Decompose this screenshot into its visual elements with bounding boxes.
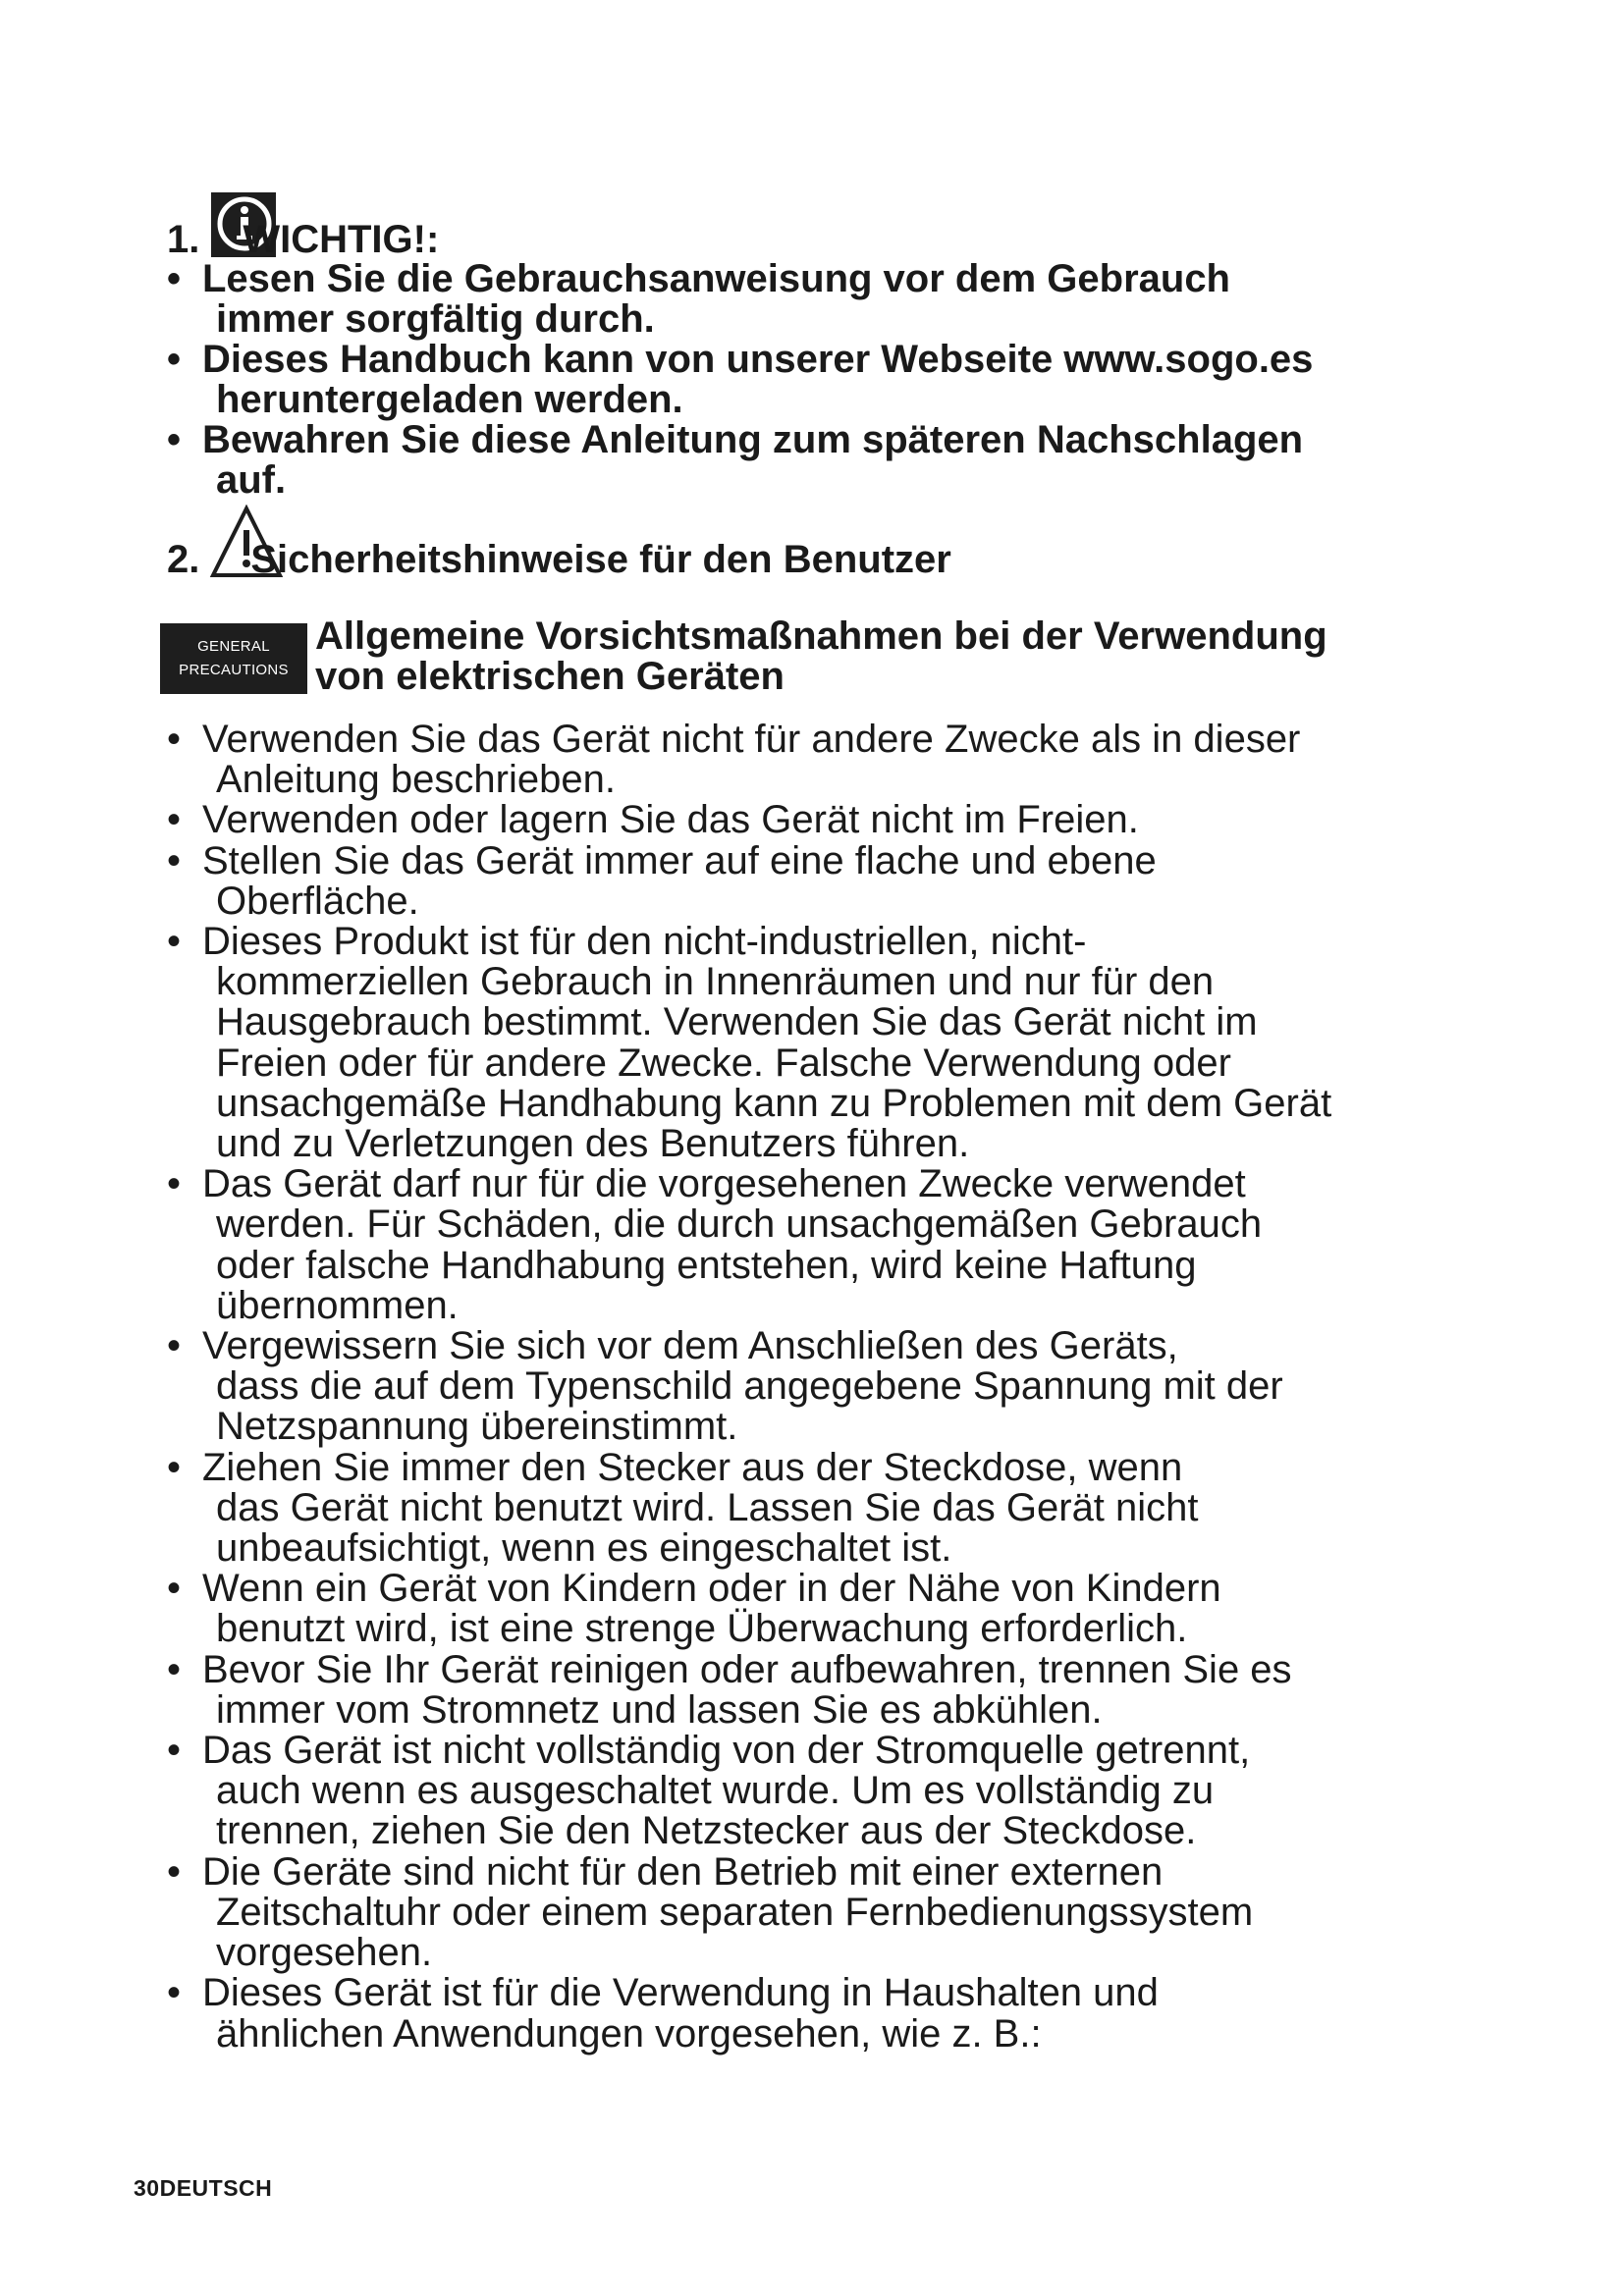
- list-item: • Stellen Sie das Gerät immer auf eine flache und ebene Oberfläche.: [167, 841, 1561, 922]
- list-item: • Dieses Produkt ist für den nicht-industriellen, nicht- kommerziellen Gebrauch in Innenräumen und nur für den Hausgebrauch bestimmt. Verwenden Sie das Gerät nicht im Freien oder für andere Zwecke. Falsche Verwendung oder unsachgemäße Handhabung kann zu Problemen mit dem Gerät und zu Verletzungen des Benutzers führen.: [167, 922, 1561, 1164]
- section-number: 1.: [167, 218, 200, 261]
- list-item: • Bewahren Sie diese Anleitung zum späteren Nachschlagen auf.: [167, 420, 1522, 501]
- list-item: • Die Geräte sind nicht für den Betrieb mit einer externen Zeitschaltuhr oder einem separaten Fernbedienungssystem vorgesehen.: [167, 1852, 1561, 1974]
- footer-language: DEUTSCH: [159, 2175, 273, 2201]
- section-important-heading: [167, 183, 1522, 259]
- list-item: • Ziehen Sie immer den Stecker aus der Steckdose, wenn das Gerät nicht benutzt wird. Lassen Sie das Gerät nicht unbeaufsichtigt, wenn es eingeschaltet ist.: [167, 1448, 1561, 1570]
- list-item: • Lesen Sie die Gebrauchsanweisung vor dem Gebrauch immer sorgfältig durch.: [167, 259, 1522, 340]
- list-item: • Das Gerät ist nicht vollständig von der Stromquelle getrennt, auch wenn es ausgeschaltet wurde. Um es vollständig zu trennen, ziehen Sie den Netzstecker aus der Steckdose.: [167, 1731, 1561, 1852]
- section-safety: [167, 499, 1522, 579]
- section-safety-heading: [167, 499, 1522, 579]
- important-list: [167, 259, 1522, 501]
- precautions-section: [167, 720, 1561, 2055]
- general-precautions-badge: GENERAL PRECAUTIONS: [160, 623, 307, 694]
- general-precautions-header: [160, 616, 1535, 697]
- list-item: • Dieses Handbuch kann von unserer Webseite www.sogo.es heruntergeladen werden.: [167, 340, 1522, 420]
- list-item: • Verwenden oder lagern Sie das Gerät nicht im Freien.: [167, 800, 1561, 840]
- page-number: 30: [134, 2175, 160, 2201]
- section-important: [167, 183, 1522, 501]
- list-item: • Das Gerät darf nur für die vorgesehenen Zwecke verwendet werden. Für Schäden, die durch unsachgemäßen Gebrauch oder falsche Handhabung entstehen, wird keine Haftung übernommen.: [167, 1164, 1561, 1326]
- list-item: • Vergewissern Sie sich vor dem Anschließen des Geräts, dass die auf dem Typenschild angegebene Spannung mit der Netzspannung übereinstimmt.: [167, 1326, 1561, 1448]
- page-footer: [134, 2175, 272, 2202]
- precautions-list: [167, 720, 1561, 2055]
- section-important-title: WICHTIG!:: [243, 218, 440, 261]
- list-item: • Wenn ein Gerät von Kindern oder in der Nähe von Kindern benutzt wird, ist eine strenge Überwachung erforderlich.: [167, 1569, 1561, 1649]
- list-item: • Verwenden Sie das Gerät nicht für andere Zwecke als in dieser Anleitung beschrieben.: [167, 720, 1561, 800]
- general-precautions-title: Allgemeine Vorsichtsmaßnahmen bei der Verwendung von elektrischen Geräten: [315, 614, 1327, 698]
- list-item: • Bevor Sie Ihr Gerät reinigen oder aufbewahren, trennen Sie es immer vom Stromnetz und lassen Sie es abkühlen.: [167, 1650, 1561, 1731]
- section-safety-title: Sicherheitshinweise für den Benutzer: [250, 538, 951, 581]
- list-item: • Dieses Gerät ist für die Verwendung in Haushalten und ähnlichen Anwendungen vorgesehen, wie z. B.:: [167, 1973, 1561, 2054]
- section-number: 2.: [167, 538, 200, 581]
